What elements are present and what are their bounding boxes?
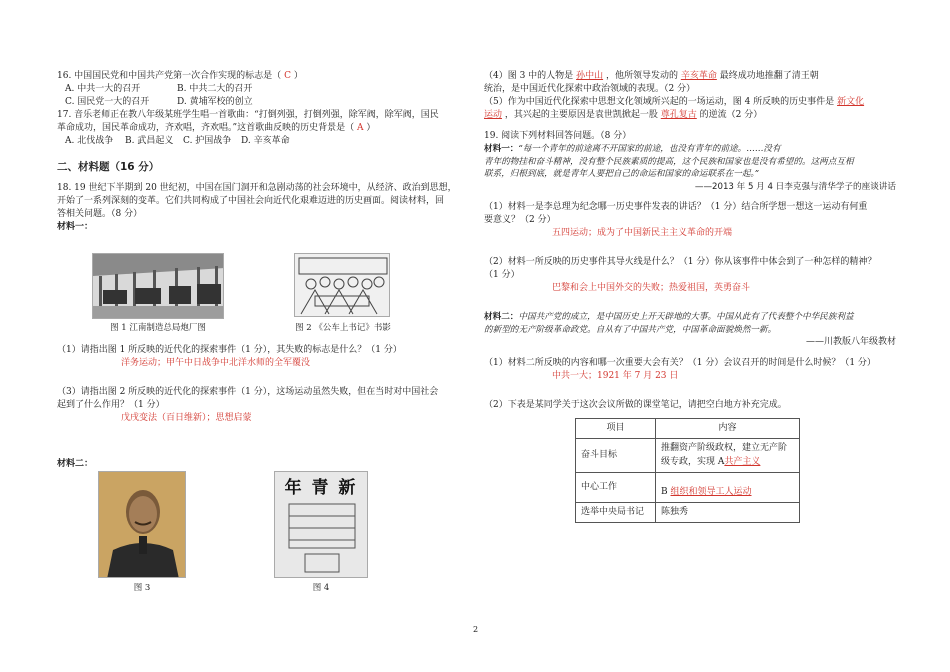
goal-answer: 共产主义: [724, 456, 761, 467]
figure4-caption: 图 4: [312, 583, 330, 593]
q19-material2-label: 材料二：: [484, 312, 519, 323]
q16-option-d: D. 黄埔军校的创立: [177, 97, 253, 108]
q16-option-b: B. 中共二大的召开: [177, 84, 253, 95]
goal-line1: 推翻资产阶级政权，建立无产阶: [661, 443, 788, 454]
q19-material2-line2: 的新型的无产阶级革命政党。自从有了中国共产党，中国革命面貌焕然一新。: [484, 324, 777, 335]
figure3-portrait-image: [98, 471, 186, 578]
section-heading: 二、材料题（16 分）: [57, 161, 160, 174]
q19-material1-source: ——2013 年 5 月 4 日李克强与清华学子的座谈讲话: [694, 181, 896, 192]
q5-line2: [484, 109, 896, 122]
figure4-cover-title: 年 青 新: [284, 478, 358, 498]
q19-sub3-line: （1）材料二所反映的内容和哪一次重要大会有关？（1 分）会议召开的时间是什么时候？（1 分）: [484, 358, 876, 369]
q5-mid: ，其兴起的主要原因是袁世凯掀起一股: [504, 110, 658, 121]
q16-close: ）: [293, 71, 303, 81]
table-row: [576, 419, 800, 439]
q4-line1: [484, 70, 896, 83]
q18-sub3-answer: 戊戌变法（百日维新）；思想启蒙: [121, 413, 252, 424]
figure2-caption: 图 2 《公车上书记》书影: [295, 323, 391, 333]
q5-answer-part1: 新文化: [837, 97, 865, 108]
q17-option-d: D. 辛亥革命: [241, 136, 290, 147]
q19-material1-label: 材料一：: [484, 144, 519, 155]
q5-answer-part2: 运动: [484, 110, 503, 121]
table-cell-work-label: 中心工作: [576, 472, 656, 502]
q18-sub1-answer: 洋务运动；甲午中日战争中北洋水师的全军覆没: [121, 358, 311, 369]
q4-answer-person: 孙中山: [576, 71, 604, 81]
q18-line2: 开始了一系列深刻的变革。它们共同构成了中国社会向近代化艰难迈进的历史画面。阅读材料，回: [57, 195, 445, 206]
q16-options-row2: [57, 96, 462, 109]
table-header-item: 项目: [576, 419, 656, 439]
q16-options-row1: [57, 83, 462, 96]
q19-sub1-line1: （1）材料一是李总理为纪念哪一历史事件发表的讲话？（1 分）结合所学想一想这一运动有何重: [484, 202, 868, 213]
q19-stem: 19. 阅读下列材料回答问题。（8 分）: [484, 131, 632, 142]
q19-sub1-line2: 要意义？（2 分）: [484, 215, 556, 226]
table-row: [576, 472, 800, 502]
q17-line2-text: 革命成功，国民革命成功，齐欢唱，齐欢唱。”这首歌曲反映的历史背景是（: [57, 123, 355, 134]
material2-label: 材料二：: [57, 459, 94, 469]
q19-material1-text1: “每一个青年的前途离不开国家的前途，也没有青年的前途。……没有: [518, 144, 781, 155]
figure4-magazine-image: [274, 471, 368, 578]
q17-line1: 17. 音乐老师正在教八年级某班学生唱一首歌曲：“打倒列强，打倒列强，除军阀，除军阀，国民: [57, 110, 439, 121]
q19-material1-line3: 联系，归根到底，就是青年人要把自己的命运和国家的命运联系在一起。”: [484, 169, 760, 180]
q17-close: ）: [366, 123, 376, 134]
q17-options: [57, 135, 462, 148]
q18-sub3-line2: 起到了什么作用？（1 分）: [57, 400, 165, 411]
q18-subquestions: [57, 344, 462, 425]
q18-line3: 答相关问题。（8 分）: [57, 208, 143, 219]
q19-sub1-answer: 五四运动；成为了中国新民主主义革命的开端: [552, 228, 733, 239]
q19-sub2-line2: （1 分）: [484, 270, 520, 281]
q16-answer: C: [284, 71, 291, 81]
table-cell-secretary-label: 选举中央局书记: [576, 502, 656, 522]
page-number: 2: [473, 625, 479, 634]
q16-option-a: A. 中共一大的召开: [65, 84, 141, 95]
table-row: [576, 502, 800, 522]
goal-line2: [661, 456, 794, 469]
table-cell-goal-content: [656, 439, 800, 472]
q17-option-a: A. 北伐战争: [65, 136, 114, 147]
q19-material2-source: ——川教版八年级教材: [805, 337, 896, 348]
figure3-caption: 图 3: [133, 583, 151, 593]
q16-stem: [57, 70, 462, 83]
q4-post: 最终成功地推翻了清王朝: [719, 71, 819, 81]
q18-sub1: （1）请指出图 1 所反映的近代化的探索事件（1 分），其失败的标志是什么？（1 分）: [57, 345, 402, 355]
q19-material2-text1: 中国共产党的成立，是中国历史上开天辟地的大事。中国从此有了代表整个中华民族利益: [518, 312, 854, 323]
figure1-factory-image: [92, 253, 224, 319]
q17-answer: A: [356, 123, 364, 134]
work-pre: B: [661, 486, 668, 497]
q5-pre: （5）作为中国近代化探索中思想文化领域所兴起的一场运动，图 4 所反映的历史事件是: [484, 97, 835, 108]
q19-sub3-answer: 中共一大；1921 年 7 月 23 日: [552, 371, 679, 382]
q16-option-c: C. 国民党一大的召开: [65, 97, 150, 108]
q4-pre: （4）图 3 中的人物是: [484, 71, 574, 81]
q17-option-c: C. 护国战争: [183, 136, 232, 147]
q19-material1-line1: [484, 143, 896, 155]
q16-stem-text: 16. 中国国民党和中国共产党第一次合作实现的标志是（: [57, 71, 282, 81]
q4-mid: ，他所领导发动的: [605, 71, 678, 81]
figure1-caption: 图 1 江南制造总局炮厂图: [110, 323, 206, 333]
q19-sub4-line: （2）下表是某同学关于这次会议所做的课堂笔记，请把空白地方补充完成。: [484, 400, 787, 411]
q18-line1: 18. 19 世纪下半期到 20 世纪初，中国在国门洞开和急剧动荡的社会环境中，从经济、政治到思想，: [57, 182, 457, 193]
q19-sub2-line1: （2）材料一所反映的历史事件其导火线是什么？（1 分）你从该事件中体会到了一种怎样的精神？: [484, 257, 877, 268]
notes-table: [575, 418, 800, 522]
left-column: [57, 70, 462, 234]
table-row: [576, 439, 800, 472]
table-cell-secretary-value: 陈独秀: [656, 502, 800, 522]
q19-material1-line2: 青年的物挂和奋斗精神，没有整个民族素质的提高，这个民族和国家也是没有希望的。这两点互相: [484, 156, 854, 167]
figure2-book-image: [294, 253, 390, 317]
q19-sub2-answer: 巴黎和会上中国外交的失败；热爱祖国，英勇奋斗: [552, 283, 751, 294]
q5-line1: [484, 96, 896, 109]
right-column: [484, 70, 896, 523]
q5-answer-reason: 尊孔复古: [660, 110, 697, 121]
q17-line2: [57, 122, 462, 135]
q4-answer-event: 辛亥革命: [680, 71, 717, 81]
q5-post: 的逆流（2 分）: [699, 110, 763, 121]
q18-sub3-line1: （3）请指出图 2 所反映的近代化的探索事件（1 分），这场运动虽然失败，但在当时对中国社会: [57, 387, 439, 398]
q17-option-b: B. 武昌起义: [125, 136, 174, 147]
table-header-content: 内容: [656, 419, 800, 439]
q4-line2: 统治，是中国近代化探索中政治领域的表现。（2 分）: [484, 84, 696, 95]
work-answer: 组织和领导工人运动: [670, 486, 752, 497]
goal-line2-pre: 级专政，实现 A: [661, 456, 725, 467]
table-cell-goal-label: 奋斗目标: [576, 439, 656, 472]
q19-material2-line1: [484, 311, 896, 323]
material1-label: 材料一：: [57, 221, 94, 232]
table-cell-work-content: [656, 472, 800, 502]
